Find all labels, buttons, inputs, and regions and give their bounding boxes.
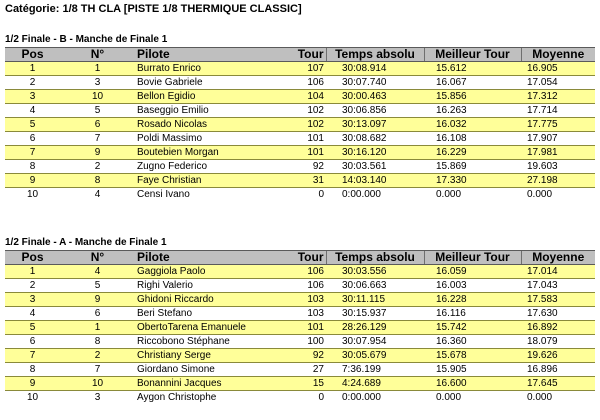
cell-moyenne: 16.896 <box>527 364 558 375</box>
cell-meilleur: 15.869 <box>436 161 467 172</box>
cell-num: 3 <box>94 392 101 403</box>
cell-num: 10 <box>60 90 135 104</box>
cell-temps: 30:08.914 <box>326 62 424 76</box>
cell-tour: 0 <box>318 392 324 403</box>
cell-meilleur: 15.856 <box>424 90 521 104</box>
cell-meilleur: 16.263 <box>436 105 467 116</box>
table-row <box>5 349 595 363</box>
cell-pos: 10 <box>26 392 39 403</box>
cell-tour: 15 <box>271 377 326 391</box>
cell-temps: 30:16.120 <box>326 146 424 160</box>
table-row <box>5 265 595 279</box>
cell-temps: 30:07.740 <box>342 77 387 88</box>
col-header-tour: Tour <box>271 251 326 265</box>
cell-tour: 104 <box>271 90 326 104</box>
table-row <box>5 363 595 377</box>
table-row <box>5 174 595 188</box>
col-header-temps: Temps absolu <box>326 48 424 62</box>
cell-temps: 4:24.689 <box>326 377 424 391</box>
cell-pos: 2 <box>29 77 36 88</box>
cell-temps: 14:03.140 <box>326 174 424 188</box>
cell-moyenne: 18.079 <box>527 336 558 347</box>
cell-tour: 102 <box>307 105 324 116</box>
table-row <box>5 160 595 174</box>
cell-temps: 30:03.556 <box>326 265 424 279</box>
cell-moyenne: 0.000 <box>527 392 553 403</box>
cell-num: 5 <box>94 105 101 116</box>
table-row <box>5 90 595 104</box>
col-header-pos: Pos <box>5 251 60 265</box>
cell-temps: 0:00.000 <box>342 189 381 200</box>
race-a-title: 1/2 Finale - A - Manche de Finale 1 <box>5 237 167 248</box>
cell-tour: 92 <box>312 161 324 172</box>
cell-tour: 101 <box>307 133 324 144</box>
col-header-moyenne: Moyenne <box>521 48 595 62</box>
cell-pilote: Righi Valerio <box>137 280 193 291</box>
cell-moyenne: 0.000 <box>527 189 553 200</box>
cell-tour: 102 <box>271 118 326 132</box>
cell-pos: 1 <box>5 62 60 76</box>
cell-pos: 5 <box>5 118 60 132</box>
cell-pos: 8 <box>29 364 36 375</box>
col-header-meilleur: Meilleur Tour <box>424 48 521 62</box>
cell-moyenne: 17.014 <box>521 265 595 279</box>
cell-num: 3 <box>94 77 101 88</box>
cell-pos: 7 <box>5 146 60 160</box>
cell-num: 6 <box>60 118 135 132</box>
cell-tour: 106 <box>307 77 324 88</box>
col-header-num: N° <box>60 251 135 265</box>
cell-pilote: Rosado Nicolas <box>135 118 271 132</box>
cell-temps: 30:08.682 <box>342 133 387 144</box>
cell-meilleur: 15.612 <box>424 62 521 76</box>
cell-moyenne: 17.043 <box>527 280 558 291</box>
cell-moyenne: 19.626 <box>521 349 595 363</box>
cell-temps: 7:36.199 <box>342 364 381 375</box>
cell-pos: 3 <box>5 90 60 104</box>
cell-num: 5 <box>94 280 101 291</box>
cell-tour: 27 <box>312 364 324 375</box>
cell-pos: 6 <box>29 336 36 347</box>
cell-pilote: Riccobono Stéphane <box>137 336 230 347</box>
cell-pilote: Beri Stefano <box>137 308 193 319</box>
col-header-pilote: Pilote <box>135 251 271 265</box>
cell-meilleur: 15.678 <box>424 349 521 363</box>
cell-num: 9 <box>60 293 135 307</box>
category-title: Catégorie: 1/8 TH CLA [PISTE 1/8 THERMIQUE CLASSIC] <box>5 3 302 15</box>
cell-pilote: Burrato Enrico <box>135 62 271 76</box>
cell-pilote: Christiany Serge <box>135 349 271 363</box>
cell-moyenne: 17.054 <box>527 77 558 88</box>
cell-num: 8 <box>94 336 101 347</box>
cell-pos: 1 <box>5 265 60 279</box>
table-row <box>5 76 595 90</box>
col-header-pos: Pos <box>5 48 60 62</box>
cell-pos: 4 <box>29 308 36 319</box>
cell-meilleur: 16.116 <box>436 308 466 319</box>
cell-meilleur: 0.000 <box>436 392 462 403</box>
cell-meilleur: 16.067 <box>436 77 467 88</box>
cell-tour: 106 <box>271 265 326 279</box>
cell-num: 7 <box>94 364 101 375</box>
table-header-row <box>5 48 595 62</box>
cell-meilleur: 16.360 <box>436 336 467 347</box>
race-b-title: 1/2 Finale - B - Manche de Finale 1 <box>5 34 168 45</box>
cell-temps: 30:05.679 <box>326 349 424 363</box>
cell-temps: 30:06.663 <box>342 280 387 291</box>
cell-pilote: Zugno Federico <box>137 161 208 172</box>
table-row <box>5 335 595 349</box>
table-row <box>5 118 595 132</box>
cell-tour: 107 <box>271 62 326 76</box>
cell-num: 7 <box>94 133 101 144</box>
cell-moyenne: 19.603 <box>527 161 558 172</box>
cell-moyenne: 17.312 <box>521 90 595 104</box>
cell-temps: 30:07.954 <box>342 336 387 347</box>
cell-num: 2 <box>60 349 135 363</box>
cell-moyenne: 17.583 <box>521 293 595 307</box>
cell-temps: 30:03.561 <box>342 161 387 172</box>
cell-pilote: Aygon Christophe <box>137 392 217 403</box>
cell-temps: 30:13.097 <box>326 118 424 132</box>
cell-pos: 10 <box>26 189 39 200</box>
cell-tour: 0 <box>318 189 324 200</box>
cell-num: 6 <box>94 308 101 319</box>
race-a-rows <box>5 265 595 405</box>
table-row <box>5 293 595 307</box>
cell-moyenne: 16.892 <box>521 321 595 335</box>
cell-meilleur: 15.742 <box>424 321 521 335</box>
race-b-rows <box>5 62 595 202</box>
cell-meilleur: 0.000 <box>436 189 462 200</box>
table-row <box>5 321 595 335</box>
cell-meilleur: 17.330 <box>424 174 521 188</box>
cell-pilote: Giordano Simone <box>137 364 215 375</box>
cell-temps: 30:00.463 <box>326 90 424 104</box>
cell-moyenne: 27.198 <box>521 174 595 188</box>
cell-tour: 106 <box>307 280 324 291</box>
table-row <box>5 146 595 160</box>
cell-moyenne: 17.775 <box>521 118 595 132</box>
cell-pilote: Baseggio Emilio <box>137 105 209 116</box>
col-header-moyenne: Moyenne <box>521 251 595 265</box>
table-row <box>5 188 595 202</box>
cell-pos: 6 <box>29 133 36 144</box>
cell-moyenne: 17.630 <box>527 308 558 319</box>
cell-pos: 8 <box>29 161 36 172</box>
cell-meilleur: 16.108 <box>436 133 467 144</box>
cell-pos: 2 <box>29 280 36 291</box>
col-header-temps: Temps absolu <box>326 251 424 265</box>
cell-temps: 0:00.000 <box>342 392 381 403</box>
cell-meilleur: 16.229 <box>424 146 521 160</box>
table-row <box>5 132 595 146</box>
table-row <box>5 62 595 76</box>
cell-tour: 101 <box>271 321 326 335</box>
table-row <box>5 104 595 118</box>
cell-meilleur: 16.228 <box>424 293 521 307</box>
cell-pilote: Faye Christian <box>135 174 271 188</box>
cell-pos: 4 <box>29 105 36 116</box>
cell-num: 8 <box>60 174 135 188</box>
cell-num: 9 <box>60 146 135 160</box>
cell-meilleur: 16.032 <box>424 118 521 132</box>
cell-pilote: Bellon Egidio <box>135 90 271 104</box>
cell-pilote: Bonannini Jacques <box>135 377 271 391</box>
col-header-meilleur: Meilleur Tour <box>424 251 521 265</box>
cell-pos: 5 <box>5 321 60 335</box>
cell-temps: 30:15.937 <box>342 308 387 319</box>
cell-pilote: Poldi Massimo <box>137 133 203 144</box>
cell-moyenne: 17.645 <box>521 377 595 391</box>
cell-moyenne: 17.907 <box>527 133 558 144</box>
race-b-table <box>5 47 595 201</box>
table-row <box>5 307 595 321</box>
cell-tour: 103 <box>307 308 324 319</box>
cell-pos: 7 <box>5 349 60 363</box>
table-row <box>5 377 595 391</box>
cell-tour: 92 <box>271 349 326 363</box>
cell-num: 4 <box>94 189 101 200</box>
cell-meilleur: 15.905 <box>436 364 467 375</box>
cell-pilote: Bovie Gabriele <box>137 77 203 88</box>
cell-moyenne: 17.714 <box>527 105 558 116</box>
cell-pos: 9 <box>5 174 60 188</box>
cell-num: 4 <box>60 265 135 279</box>
cell-tour: 31 <box>271 174 326 188</box>
cell-temps: 30:06.856 <box>342 105 387 116</box>
cell-pilote: Boutebien Morgan <box>135 146 271 160</box>
cell-num: 10 <box>60 377 135 391</box>
race-a-table <box>5 250 595 404</box>
cell-meilleur: 16.059 <box>424 265 521 279</box>
cell-pos: 9 <box>5 377 60 391</box>
col-header-tour: Tour <box>271 48 326 62</box>
cell-meilleur: 16.003 <box>436 280 467 291</box>
cell-moyenne: 16.905 <box>521 62 595 76</box>
cell-temps: 30:11.115 <box>326 293 424 307</box>
cell-pos: 3 <box>5 293 60 307</box>
cell-tour: 103 <box>271 293 326 307</box>
cell-moyenne: 17.981 <box>521 146 595 160</box>
cell-num: 1 <box>60 62 135 76</box>
cell-pilote: Censi Ivano <box>137 189 190 200</box>
cell-pilote: Gaggiola Paolo <box>135 265 271 279</box>
cell-meilleur: 16.600 <box>424 377 521 391</box>
cell-pilote: ObertoTarena Emanuele <box>135 321 271 335</box>
col-header-pilote: Pilote <box>135 48 271 62</box>
table-header-row <box>5 251 595 265</box>
cell-tour: 101 <box>271 146 326 160</box>
cell-num: 2 <box>94 161 101 172</box>
cell-num: 1 <box>60 321 135 335</box>
col-header-num: N° <box>60 48 135 62</box>
table-row <box>5 279 595 293</box>
table-row <box>5 391 595 405</box>
cell-tour: 100 <box>307 336 324 347</box>
cell-pilote: Ghidoni Riccardo <box>135 293 271 307</box>
cell-temps: 28:26.129 <box>326 321 424 335</box>
